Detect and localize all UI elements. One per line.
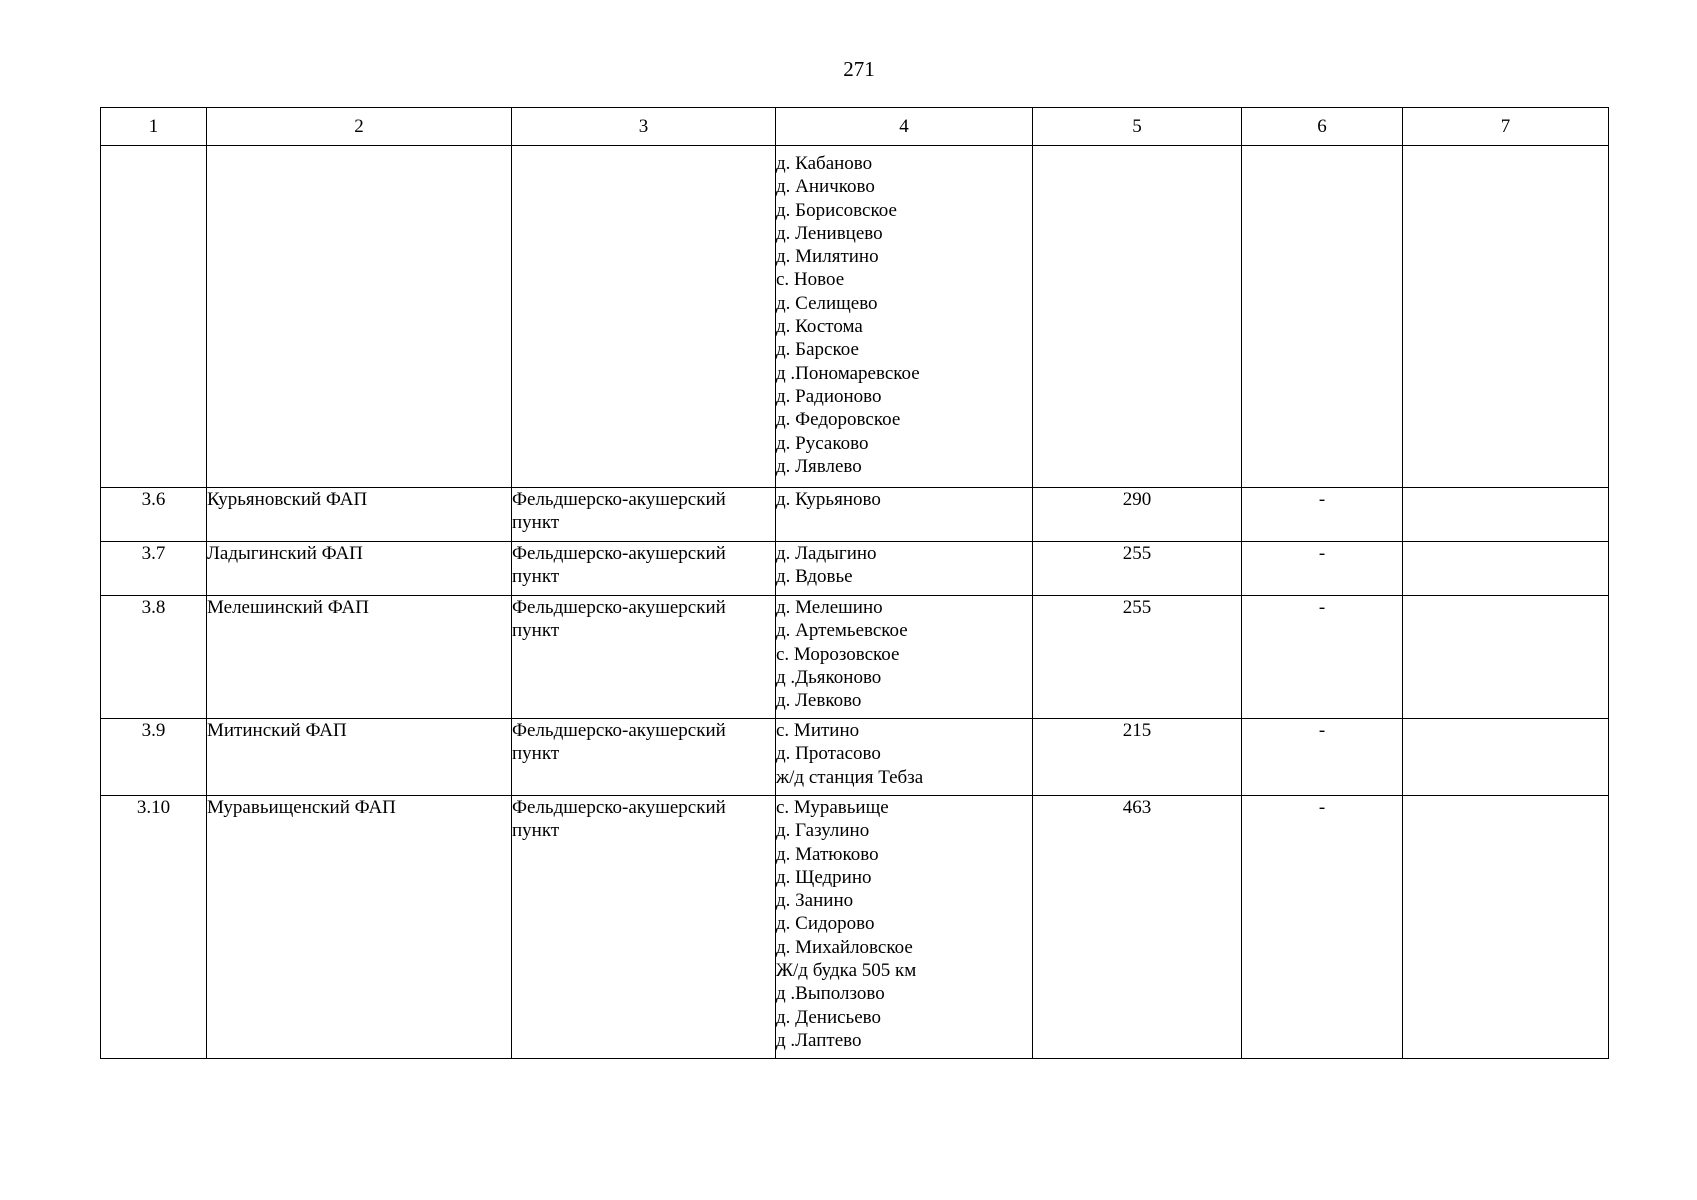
cell-col6: -: [1242, 796, 1403, 1059]
settlement-item: с. Митино: [776, 720, 860, 741]
cell-name: Ладыгинский ФАП: [207, 542, 512, 596]
settlement-item: д. Вдовье: [776, 566, 853, 588]
column-number: 5: [1033, 108, 1242, 146]
settlement-item: ж/д станция Тебза: [776, 766, 924, 788]
facility-type-line: пункт: [512, 743, 560, 765]
settlement-item: д. Русаково: [776, 432, 869, 454]
column-number: 3: [512, 108, 776, 146]
cell-col6: -: [1242, 542, 1403, 596]
page-number: 271: [843, 57, 875, 81]
column-number: 2: [207, 108, 512, 146]
cell-type: [512, 596, 776, 719]
facility-type-line: Фельдшерско-акушерский: [512, 489, 726, 510]
settlement-item: д. Щедрино: [776, 866, 872, 888]
settlement-item: д. Аничково: [776, 176, 875, 198]
settlement-item: д .Пономаревское: [776, 362, 920, 384]
table-row: [101, 488, 1609, 542]
settlement-item: д. Денисьево: [776, 1006, 882, 1028]
cell-number: 3.8: [101, 596, 207, 719]
cell-number: [101, 146, 207, 488]
settlement-item: д. Барское: [776, 339, 859, 361]
cell-settlements: [776, 146, 1033, 488]
cell-type: [512, 488, 776, 542]
column-number: 4: [776, 108, 1033, 146]
facility-type-line: пункт: [512, 566, 560, 588]
cell-col6: -: [1242, 596, 1403, 719]
cell-name: Мелешинский ФАП: [207, 596, 512, 719]
settlement-item: д. Михайловское: [776, 936, 913, 958]
settlement-item: д. Матюково: [776, 843, 879, 865]
column-number: 6: [1242, 108, 1403, 146]
cell-type: [512, 146, 776, 488]
cell-settlements: [776, 796, 1033, 1059]
cell-settlements: [776, 719, 1033, 796]
cell-col7: [1403, 488, 1609, 542]
settlement-item: д. Борисовское: [776, 199, 897, 221]
cell-col5: 255: [1033, 542, 1242, 596]
settlement-item: д. Сидорово: [776, 913, 875, 935]
table-row-continuation: [101, 146, 1609, 488]
cell-col6: [1242, 146, 1403, 488]
settlement-item: д. Ладыгино: [776, 543, 877, 564]
facility-type-line: пункт: [512, 820, 560, 842]
settlement-item: с. Новое: [776, 269, 845, 291]
facility-type-line: Фельдшерско-акушерский: [512, 797, 726, 818]
cell-col7: [1403, 796, 1609, 1059]
facility-type-line: пункт: [512, 620, 560, 642]
cell-col5: 255: [1033, 596, 1242, 719]
settlement-item: д .Дьяконово: [776, 666, 882, 688]
settlement-item: д. Мелешино: [776, 597, 883, 618]
column-number: 7: [1403, 108, 1609, 146]
settlement-item: д. Газулино: [776, 820, 870, 842]
table-row: [101, 542, 1609, 596]
settlement-item: д. Протасово: [776, 743, 881, 765]
settlement-item: Ж/д будка 505 км: [776, 960, 917, 982]
cell-col7: [1403, 146, 1609, 488]
settlement-item: д. Селищево: [776, 292, 878, 314]
cell-col7: [1403, 542, 1609, 596]
table-row: [101, 796, 1609, 1059]
cell-col5: 463: [1033, 796, 1242, 1059]
cell-col5: 215: [1033, 719, 1242, 796]
cell-col7: [1403, 596, 1609, 719]
facility-type-line: Фельдшерско-акушерский: [512, 597, 726, 618]
cell-number: 3.10: [101, 796, 207, 1059]
settlement-item: д .Лаптево: [776, 1029, 862, 1051]
cell-name: Митинский ФАП: [207, 719, 512, 796]
cell-number: 3.9: [101, 719, 207, 796]
cell-col6: -: [1242, 488, 1403, 542]
settlement-item: д .Выползово: [776, 983, 885, 1005]
cell-type: [512, 719, 776, 796]
cell-name: Курьяновский ФАП: [207, 488, 512, 542]
table-row: [101, 719, 1609, 796]
settlement-item: д. Милятино: [776, 246, 879, 268]
settlement-item: д. Курьяново: [776, 489, 881, 510]
settlement-item: д. Кабаново: [776, 153, 873, 174]
cell-name: Муравьищенский ФАП: [207, 796, 512, 1059]
cell-col5: 290: [1033, 488, 1242, 542]
settlement-item: д. Ленивцево: [776, 222, 883, 244]
cell-type: [512, 796, 776, 1059]
cell-settlements: [776, 542, 1033, 596]
facility-type-line: пункт: [512, 512, 560, 534]
settlement-item: д. Костома: [776, 316, 863, 338]
settlement-item: д. Лявлево: [776, 455, 862, 477]
settlement-item: д. Левково: [776, 690, 862, 712]
settlement-item: д. Федоровское: [776, 409, 901, 431]
cell-type: [512, 542, 776, 596]
facilities-table: [100, 107, 1609, 1059]
cell-settlements: [776, 596, 1033, 719]
settlement-item: д. Занино: [776, 890, 854, 912]
cell-col5: [1033, 146, 1242, 488]
column-number: 1: [101, 108, 207, 146]
cell-settlements: [776, 488, 1033, 542]
settlement-item: с. Морозовское: [776, 643, 900, 665]
cell-col6: -: [1242, 719, 1403, 796]
facility-type-line: Фельдшерско-акушерский: [512, 543, 726, 564]
cell-number: 3.7: [101, 542, 207, 596]
cell-name: [207, 146, 512, 488]
settlement-item: д. Артемьевское: [776, 620, 908, 642]
settlement-item: с. Муравьище: [776, 797, 889, 818]
column-number-row: [101, 108, 1609, 146]
cell-col7: [1403, 719, 1609, 796]
table-row: [101, 596, 1609, 719]
cell-number: 3.6: [101, 488, 207, 542]
settlement-item: д. Радионово: [776, 385, 882, 407]
facility-type-line: Фельдшерско-акушерский: [512, 720, 726, 741]
